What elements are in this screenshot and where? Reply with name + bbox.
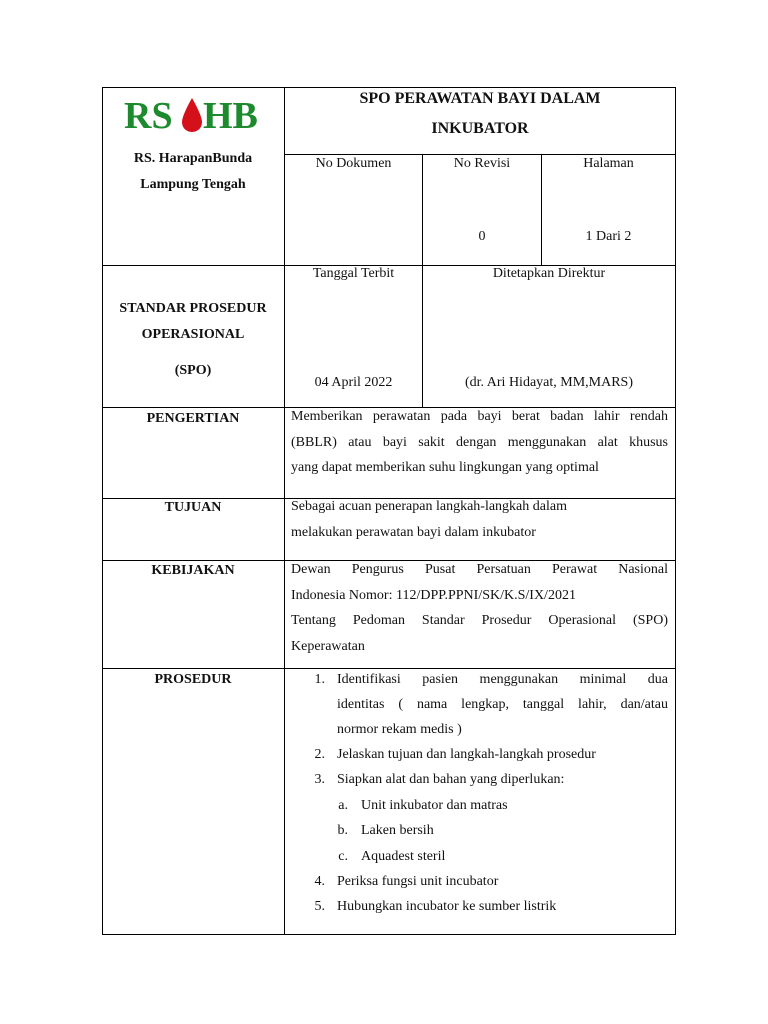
no-dokumen-label: No Dokumen — [315, 156, 392, 171]
kebijakan-line: Tentang Pedoman Standar Prosedur Operasional (SPO) — [291, 613, 668, 628]
substep-text: Aquadest steril — [361, 849, 446, 864]
step-text: Siapkan alat dan bahan yang diperlukan: — [337, 772, 565, 787]
substep-text: Unit inkubator dan matras — [361, 798, 508, 813]
hospital-logo — [124, 94, 264, 140]
pengertian-line: yang dapat memberikan suhu lingkungan yang optimal — [291, 460, 599, 475]
logo-text-rs: RS — [124, 95, 173, 137]
prosedur-label: PROSEDUR — [154, 672, 232, 687]
step-text: Hubungkan incubator ke sumber listrik — [337, 899, 557, 914]
pengertian-line: Memberikan perawatan pada bayi berat badan lahir rendah — [291, 409, 668, 424]
hospital-name: RS. HarapanBunda — [133, 151, 253, 166]
substep-letter: b. — [337, 823, 348, 838]
no-revisi-value: 0 — [478, 229, 486, 244]
hospital-location: Lampung Tengah — [140, 177, 246, 192]
substep-letter: c. — [338, 849, 348, 864]
substep-letter: a. — [338, 798, 348, 813]
logo-text-hb: HB — [203, 95, 258, 137]
spo-line2: OPERASIONAL — [141, 327, 245, 342]
step-number: 5. — [314, 899, 325, 914]
step-number: 3. — [314, 772, 325, 787]
pengertian-text — [291, 404, 668, 481]
kebijakan-line: Keperawatan — [291, 638, 365, 654]
kebijakan-label: KEBIJAKAN — [151, 563, 235, 578]
spo-line3: (SPO) — [174, 363, 212, 378]
document-title-line2: INKUBATOR — [431, 120, 529, 137]
director-name: (dr. Ari Hidayat, MM,MARS) — [465, 375, 633, 390]
halaman-value: 1 Dari 2 — [585, 229, 632, 244]
kebijakan-line: Dewan Pengurus Pusat Persatuan Perawat Nasional — [291, 562, 668, 577]
kebijakan-text — [291, 557, 668, 659]
kebijakan-line: Indonesia Nomor: 112/DPP.PPNI/SK/K.S/IX/2021 — [291, 587, 576, 603]
tujuan-text — [291, 494, 668, 545]
pengertian-label: PENGERTIAN — [146, 411, 240, 426]
tujuan-line: melakukan perawatan bayi dalam inkubator — [291, 524, 536, 540]
tujuan-label: TUJUAN — [164, 500, 222, 515]
step-text: normor rekam medis ) — [337, 722, 462, 737]
tanggal-terbit-label: Tanggal Terbit — [312, 266, 395, 281]
blood-drop-icon — [180, 97, 204, 133]
spo-line1: STANDAR PROSEDUR — [119, 301, 267, 316]
step-text: Jelaskan tujuan dan langkah-langkah prosedur — [337, 747, 596, 762]
tanggal-terbit-value: 04 April 2022 — [314, 375, 393, 390]
step-number: 1. — [314, 672, 325, 687]
step-text: Identifikasi pasien menggunakan minimal dua — [337, 672, 668, 687]
step-number: 4. — [314, 874, 325, 889]
step-text: Periksa fungsi unit incubator — [337, 874, 499, 889]
pengertian-line: (BBLR) atau bayi sakit dengan menggunakan alat khusus — [291, 434, 668, 450]
halaman-label: Halaman — [583, 156, 634, 171]
document-title-line1: SPO PERAWATAN BAYI DALAM — [359, 90, 601, 107]
tujuan-line: Sebagai acuan penerapan langkah-langkah dalam — [291, 499, 567, 514]
ditetapkan-label: Ditetapkan Direktur — [492, 266, 606, 281]
no-revisi-label: No Revisi — [453, 156, 511, 171]
step-number: 2. — [314, 747, 325, 762]
step-text: identitas ( nama lengkap, tanggal lahir, dan/atau — [337, 697, 668, 712]
substep-text: Laken bersih — [361, 823, 434, 838]
